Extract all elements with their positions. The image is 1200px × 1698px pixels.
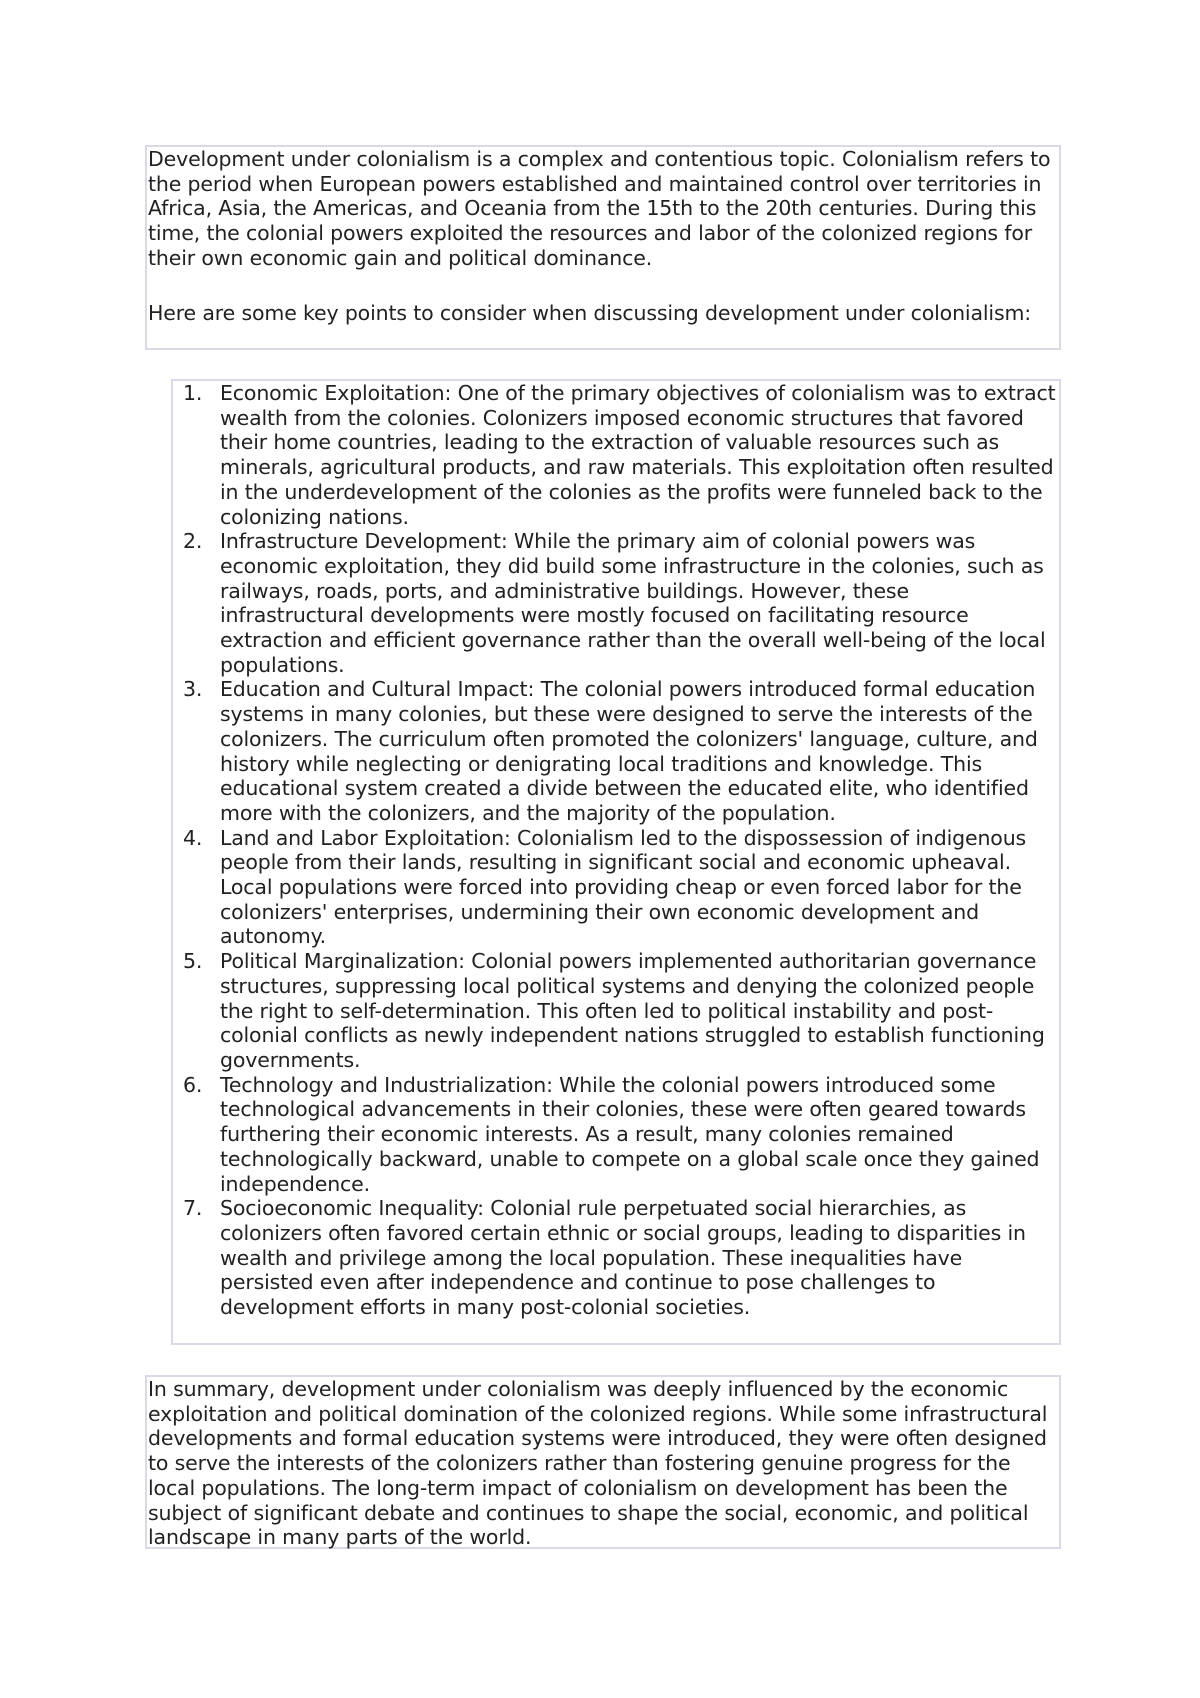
list-item bbox=[173, 677, 1059, 825]
list-item bbox=[173, 381, 1059, 529]
list-item-text: Economic Exploitation: One of the primary objectives of colonialism was to extract wealth from the colonies. Colonizers imposed economic structures that favored their home countries, leading to the extraction of valuable resources such as minerals, agricultural products, and raw materials. This exploitation often resulted in the underdevelopment of the colonies as the profits were funneled back to the colonizing nations. bbox=[220, 381, 1056, 529]
list-item-number: 6. bbox=[183, 1072, 203, 1097]
intro-paragraph: Development under colonialism is a complex and contentious topic. Colonialism refers to the period when European powers established and maintained control over territories in Africa, Asia, the Americas, and Oceania from the 15th to the 20th centuries. During this time, the colonial powers exploited the resources and labor of the colonized regions for their own economic gain and political dominance. bbox=[148, 147, 1051, 270]
list-item bbox=[173, 826, 1059, 950]
key-points-section bbox=[171, 379, 1061, 1345]
list-item-text: Technology and Industrialization: While the colonial powers introduced some technological advancements in their colonies, these were often geared towards furthering their economic interests. As a result, many colonies remained technologically backward, unable to compete on a global scale once they gained independence. bbox=[220, 1072, 1040, 1196]
list-item-number: 4. bbox=[183, 825, 203, 850]
list-item-number: 2. bbox=[183, 529, 203, 554]
list-item bbox=[173, 529, 1059, 677]
list-item-text: Land and Labor Exploitation: Colonialism led to the dispossession of indigenous people from their lands, resulting in significant social and economic upheaval. Local populations were forced into providing cheap or even forced labor for the colonizers' enterprises, undermining their own economic development and autonomy. bbox=[220, 825, 1027, 949]
intro-section bbox=[145, 145, 1061, 350]
list-item-text: Infrastructure Development: While the primary aim of colonial powers was economic exploitation, they did build some infrastructure in the colonies, such as railways, roads, ports, and administrative buildings. However, these infrastructural developments were mostly focused on facilitating resource extraction and efficient governance rather than the overall well-being of the local populations. bbox=[220, 529, 1046, 677]
list-item bbox=[173, 1196, 1059, 1320]
list-item bbox=[173, 949, 1059, 1073]
list-item-number: 1. bbox=[183, 381, 203, 405]
list-item-number: 7. bbox=[183, 1196, 203, 1221]
summary-section bbox=[145, 1375, 1061, 1549]
list-item bbox=[173, 1073, 1059, 1197]
list-item-number: 3. bbox=[183, 677, 203, 702]
list-item-number: 5. bbox=[183, 949, 203, 974]
list-item-text: Socioeconomic Inequality: Colonial rule perpetuated social hierarchies, as colonizers often favored certain ethnic or social groups, leading to disparities in wealth and privilege among the local population. These inequalities have persisted even after independence and continue to pose challenges to development efforts in many post-colonial societies. bbox=[220, 1196, 1026, 1320]
list-item-text: Education and Cultural Impact: The colonial powers introduced formal education systems in many colonies, but these were designed to serve the interests of the colonizers. The curriculum often promoted the colonizers' language, culture, and history while neglecting or denigrating local traditions and knowledge. This educational system created a divide between the educated elite, who identified more with the colonizers, and the majority of the population. bbox=[220, 677, 1038, 825]
key-points-list bbox=[173, 381, 1059, 1320]
intro-lead-in-paragraph: Here are some key points to consider when discussing development under colonialism: bbox=[148, 300, 1032, 325]
list-item-text: Political Marginalization: Colonial powers implemented authoritarian governance structures, suppressing local political systems and denying the colonized people the right to self-determination. This often led to political instability and post-colonial conflicts as newly independent nations struggled to establish functioning governments. bbox=[220, 949, 1045, 1072]
summary-paragraph: In summary, development under colonialism was deeply influenced by the economic exploitation and political domination of the colonized regions. While some infrastructural developments and formal education systems were introduced, they were often designed to serve the interests of the colonizers rather than fostering genuine progress for the local populations. The long-term impact of colonialism on development has been the subject of significant debate and continues to shape the social, economic, and political landscape in many parts of the world. bbox=[148, 1377, 1048, 1550]
